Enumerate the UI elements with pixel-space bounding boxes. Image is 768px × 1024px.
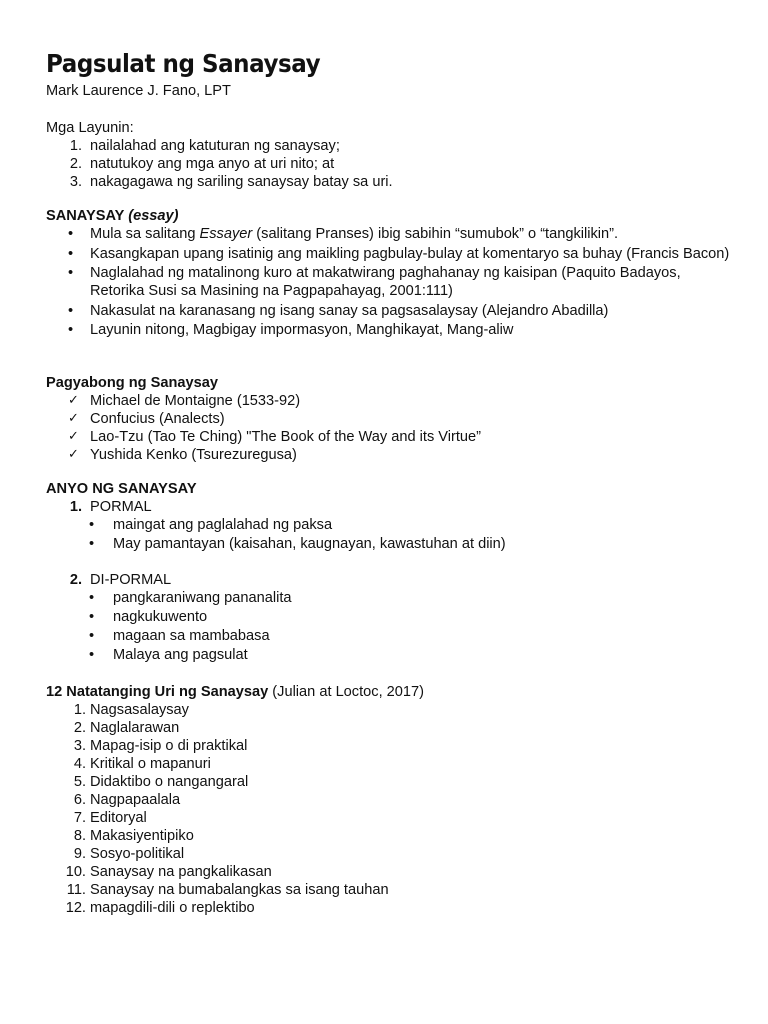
list-item: 1. Nagsasalaysay [73, 702, 189, 718]
list-item: 8. Makasiyentipiko [73, 828, 194, 844]
list-item: 3. nakagagawa ng sariling sanaysay batay sa uri. [69, 174, 393, 190]
list-item: 2. Naglalarawan [73, 720, 180, 736]
list-item: • Mula sa salitang Essayer (salitang Pranses) ibig sabihin “sumubok” o “tangkilikin”. [68, 226, 619, 242]
list-item: 12. mapagdili-dili o replektibo [65, 900, 255, 916]
list-item: • Layunin nitong, Magbigay impormasyon, Manghikayat, Mang-aliw [68, 322, 514, 338]
checkmark-icon: ✓ [68, 393, 79, 408]
list-item: • Naglalahad ng matalinong kuro at makatwirang paghahanay ng kaisipan (Paquito Badayos, Retorika Susi sa Masining na Pagpapahayag, 2001:111) [68, 265, 681, 299]
list-item: • Kasangkapan upang isatinig ang maikling pagbulay-bulay at komentaryo sa buhay (Francis Bacon) [68, 245, 730, 262]
types-section [46, 683, 738, 917]
forms-heading: ANYO NG SANAYSAY [46, 481, 197, 497]
list-item: ✓ Lao-Tzu (Tao Te Ching) "The Book of the Way and its Virtue” [68, 429, 482, 445]
list-item: • maingat ang paglalahad ng paksa [89, 517, 333, 533]
list-item: ✓ Confucius (Analects) [68, 411, 225, 427]
checkmark-icon: ✓ [68, 429, 79, 444]
forms-section [46, 480, 738, 554]
list-item: 5. Didaktibo o nangangaral [73, 774, 249, 790]
list-item: 9. Sosyo-politikal [73, 846, 185, 862]
list-item: ✓ Yushida Kenko (Tsurezuregusa) [68, 447, 297, 463]
list-item: 2. DI-PORMAL [69, 572, 172, 588]
development-section [46, 374, 738, 464]
development-heading: Pagyabong ng Sanaysay [46, 375, 218, 391]
list-item: • May pamantayan (kaisahan, kaugnayan, kawastuhan at diin) [89, 536, 506, 552]
list-item: ✓ Michael de Montaigne (1533-92) [68, 393, 301, 409]
forms-formal [46, 498, 738, 516]
checkmark-icon: ✓ [68, 411, 79, 426]
list-item: 7. Editoryal [73, 810, 147, 826]
formal-items [46, 516, 738, 554]
objectives-section [46, 119, 738, 191]
list-item: • magaan sa mambabasa [89, 628, 270, 644]
types-heading: 12 Natatanging Uri ng Sanaysay (Julian at Loctoc, 2017) [46, 684, 424, 700]
objectives-heading: Mga Layunin: [46, 120, 134, 136]
checkmark-icon: ✓ [68, 447, 79, 462]
list-item: 4. Kritikal o mapanuri [73, 756, 211, 772]
list-item: • Malaya ang pagsulat [89, 647, 248, 663]
list-item: 1. PORMAL [69, 499, 152, 515]
list-item: • pangkaraniwang pananalita [89, 590, 292, 606]
objectives-list [46, 137, 738, 191]
author-line [46, 82, 738, 100]
informal-items [46, 589, 738, 665]
list-item: 2. natutukoy ang mga anyo at uri nito; at [69, 156, 335, 172]
essay-definition-list [46, 225, 738, 339]
essay-section [46, 207, 738, 341]
types-list [46, 701, 738, 917]
list-item: 6. Nagpapaalala [73, 792, 181, 808]
development-list [46, 392, 738, 464]
list-item: • nagkukuwento [89, 609, 208, 625]
list-item: 10. Sanaysay na pangkalikasan [65, 864, 272, 880]
list-item: 3. Mapag-isip o di praktikal [73, 738, 248, 754]
list-item: • Nakasulat na karanasang ng isang sanay sa pagsasalaysay (Alejandro Abadilla) [68, 302, 609, 319]
essay-heading: SANAYSAY (essay) [46, 208, 179, 224]
list-item: 1. nailalahad ang katuturan ng sanaysay; [69, 138, 340, 154]
page-title: Pagsulat ng Sanaysay [46, 49, 321, 78]
list-item: 11. Sanaysay na bumabalangkas sa isang tauhan [66, 882, 389, 898]
forms-informal [46, 571, 738, 589]
author: Mark Laurence J. Fano, LPT [46, 83, 231, 99]
forms-informal-section [46, 571, 738, 665]
